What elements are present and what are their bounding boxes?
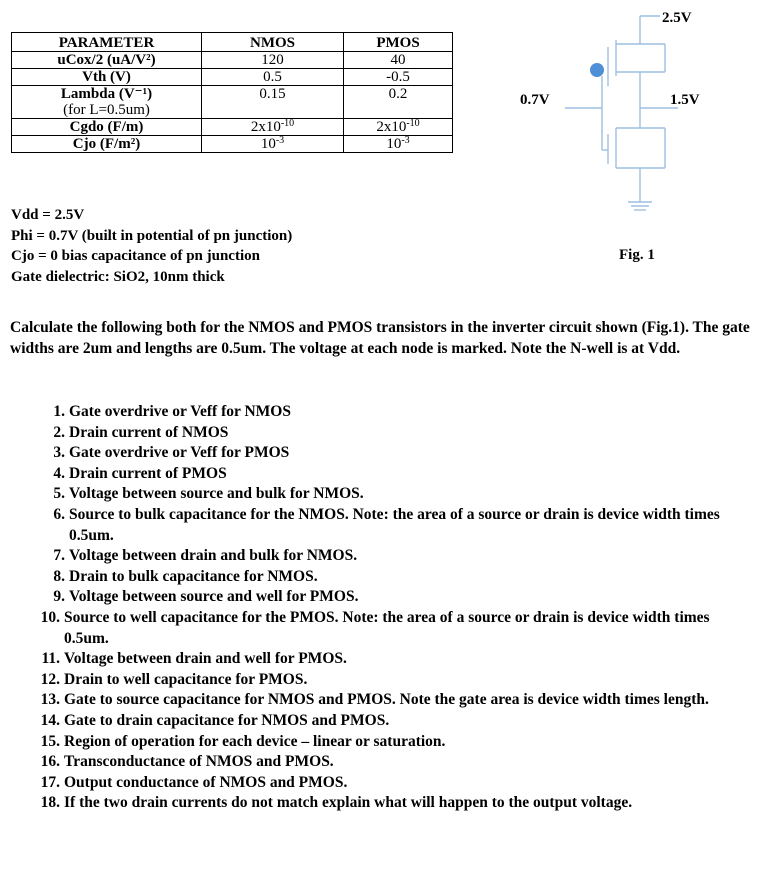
question-item xyxy=(10,608,750,649)
nmos-cell: 0.5 xyxy=(202,69,344,86)
pmos-gate-bubble xyxy=(590,63,604,77)
note-cjo: Cjo = 0 bias capacitance of pn junction xyxy=(11,248,260,264)
question-item xyxy=(10,484,750,505)
question-number: 3. xyxy=(53,444,65,462)
constants-notes xyxy=(11,205,292,287)
header-parameter: PARAMETER xyxy=(12,33,202,52)
nmos-cell: 0.15 xyxy=(202,86,344,119)
param-cell: Vth (V) xyxy=(12,69,202,86)
question-text: Source to well capacitance for the PMOS. Note: the area of a source or drain is device width times 0.5um. xyxy=(64,608,710,647)
question-number: 16. xyxy=(40,753,60,771)
question-item xyxy=(10,649,750,670)
question-number: 13. xyxy=(40,691,60,709)
note-vdd: Vdd = 2.5V xyxy=(11,207,85,223)
question-text: Voltage between source and bulk for NMOS. xyxy=(69,485,364,503)
figure-caption: Fig. 1 xyxy=(619,247,655,263)
param-label: Lambda (V⁻¹) xyxy=(60,86,153,102)
nmos-cell: $10^{-3}$ xyxy=(202,136,344,153)
header-pmos: PMOS xyxy=(344,33,453,52)
parameter-table xyxy=(11,32,453,153)
output-voltage-label: 1.5V xyxy=(670,92,700,108)
question-item xyxy=(10,443,750,464)
param-note: (for L=0.5um) xyxy=(63,102,150,118)
pmos-cell: 0.2 xyxy=(344,86,453,119)
question-item xyxy=(10,711,750,732)
nmos-cell: $2x10^{-10}$ xyxy=(202,119,344,136)
table-row xyxy=(12,69,453,86)
question-list xyxy=(10,402,750,814)
question-number: 18. xyxy=(40,794,60,812)
table-header-row xyxy=(12,33,453,52)
question-text: Drain current of NMOS xyxy=(69,423,229,441)
question-item xyxy=(10,505,750,546)
question-text: Voltage between source and well for PMOS. xyxy=(69,588,359,606)
question-item xyxy=(10,587,750,608)
question-number: 4. xyxy=(53,464,65,482)
question-item xyxy=(10,670,750,691)
param-cell: Cgdo (F/m) xyxy=(12,119,202,136)
question-number: 2. xyxy=(53,423,65,441)
question-item xyxy=(10,690,750,711)
question-item xyxy=(10,732,750,753)
question-number: 15. xyxy=(40,732,60,750)
question-text: Drain to well capacitance for PMOS. xyxy=(64,670,308,688)
question-text: Drain to bulk capacitance for NMOS. xyxy=(69,567,318,585)
header-nmos: NMOS xyxy=(202,33,344,52)
question-item xyxy=(10,752,750,773)
note-phi: Phi = 0.7V (built in potential of pn junction) xyxy=(11,227,293,244)
question-item xyxy=(10,423,750,444)
question-number: 11. xyxy=(41,650,60,668)
param-cell: uCox/2 (uA/V²) xyxy=(12,52,202,69)
note-dielectric: Gate dielectric: SiO2, 10nm thick xyxy=(11,268,225,285)
question-text: Drain current of PMOS xyxy=(69,464,227,482)
question-text: Region of operation for each device – linear or saturation. xyxy=(64,732,446,750)
question-item xyxy=(10,773,750,794)
nmos-cell: 120 xyxy=(202,52,344,69)
question-text: Source to bulk capacitance for the NMOS. Note: the area of a source or drain is device width times 0.5um. xyxy=(69,505,720,544)
question-number: 14. xyxy=(40,711,60,729)
question-text: Gate to source capacitance for NMOS and PMOS. Note the gate area is device width times length. xyxy=(64,691,709,709)
question-item xyxy=(10,402,750,423)
question-text: If the two drain currents do not match explain what will happen to the output voltage. xyxy=(64,794,633,812)
question-number: 10. xyxy=(40,608,60,626)
pmos-cell: 40 xyxy=(344,52,453,69)
pmos-cell: $10^{-3}$ xyxy=(344,136,453,153)
table-row xyxy=(12,136,453,153)
question-number: 12. xyxy=(40,670,60,688)
inverter-schematic xyxy=(520,0,720,230)
question-number: 7. xyxy=(53,547,65,565)
question-number: 8. xyxy=(53,567,65,585)
question-text: Gate overdrive or Veff for NMOS xyxy=(69,403,291,420)
input-voltage-label: 0.7V xyxy=(520,92,550,108)
question-text: Voltage between drain and well for PMOS. xyxy=(64,650,347,668)
question-number: 17. xyxy=(40,773,60,791)
question-text: Gate overdrive or Veff for PMOS xyxy=(69,444,290,462)
question-text: Output conductance of NMOS and PMOS. xyxy=(64,773,348,791)
question-number: 1. xyxy=(53,403,65,420)
table-row xyxy=(12,86,453,119)
instructions-paragraph: Calculate the following both for the NMOS and PMOS transistors in the inverter circuit shown (Fig.1). The gate widths are 2um and lengths are 0.5um. The voltage at each node is marked. Note the N-well is at Vdd. xyxy=(10,319,750,357)
pmos-cell: -0.5 xyxy=(344,69,453,86)
question-text: Voltage between drain and bulk for NMOS. xyxy=(69,547,358,565)
question-number: 6. xyxy=(53,505,65,523)
table-row xyxy=(12,119,453,136)
question-number: 5. xyxy=(53,485,65,503)
pmos-cell: $2x10^{-10}$ xyxy=(344,119,453,136)
question-item xyxy=(10,567,750,588)
vdd-label: 2.5V xyxy=(662,10,692,26)
question-item xyxy=(10,546,750,567)
question-item xyxy=(10,464,750,485)
question-text: Transconductance of NMOS and PMOS. xyxy=(64,753,334,771)
param-cell: Cjo (F/m²) xyxy=(12,136,202,153)
table-row xyxy=(12,52,453,69)
question-number: 9. xyxy=(53,588,65,606)
question-item xyxy=(10,793,750,814)
question-text: Gate to drain capacitance for NMOS and PMOS. xyxy=(64,711,390,729)
param-cell xyxy=(12,86,202,119)
